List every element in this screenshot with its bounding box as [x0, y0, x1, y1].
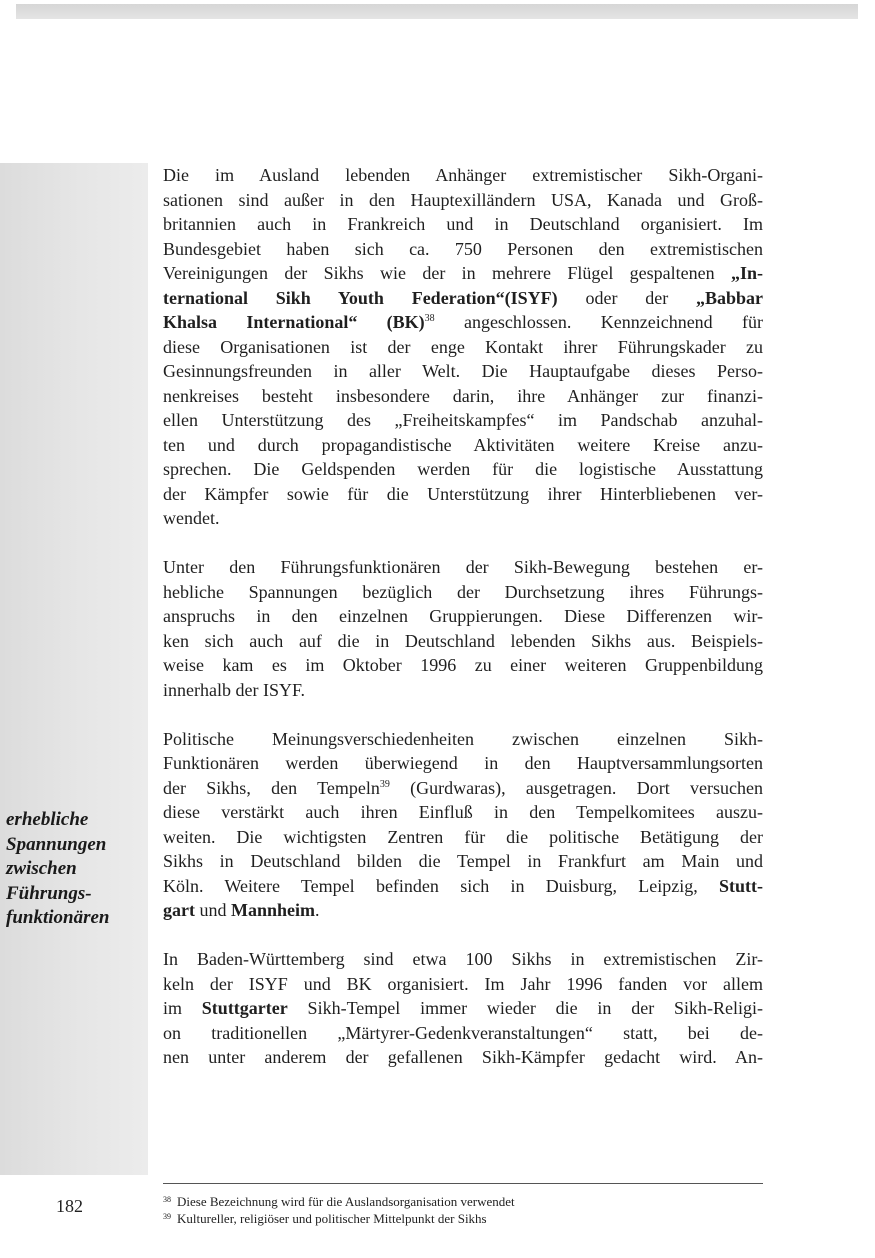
text-line	[163, 457, 763, 482]
text-line	[163, 947, 763, 972]
text-line	[163, 408, 763, 433]
text-line	[163, 751, 763, 776]
text-segment: wendet.	[163, 508, 220, 528]
text-line	[163, 874, 763, 899]
text-line	[163, 261, 763, 286]
text-line	[163, 286, 763, 311]
text-line	[163, 653, 763, 678]
footnote-mark: 38	[163, 1195, 171, 1204]
margin-note-line: Spannungen	[6, 833, 107, 855]
text-segment: on traditionellen „Märtyrer-Gedenkveranstaltungen“ statt, bei de-	[163, 1022, 763, 1043]
bold-text: Stutt-	[719, 875, 763, 896]
footnote-text: Kultureller, religiöser und politischer Mittelpunkt der Sikhs	[177, 1211, 487, 1226]
text-line	[163, 1021, 763, 1046]
text-line	[163, 629, 763, 654]
footnote-mark: 39	[163, 1212, 171, 1221]
text-segment: Bundesgebiet haben sich ca. 750 Personen den extremistischen	[163, 238, 763, 259]
text-segment: ten und durch propagandistische Aktivitäten weitere Kreise anzu-	[163, 434, 763, 455]
paragraph	[163, 555, 763, 702]
text-segment: Gesinnungsfreunden in aller Welt. Die Hauptaufgabe dieses Perso-	[163, 361, 763, 381]
text-segment: .	[315, 900, 320, 920]
text-segment: hebliche Spannungen bezüglich der Durchsetzung ihres Führungs-	[163, 581, 763, 602]
text-segment: ellen Unterstützung des „Freiheitskampfes“ im Pandschab anzuhal-	[163, 410, 763, 430]
text-segment: Die im Ausland lebenden Anhänger extremistischer Sikh-Organi-	[163, 165, 763, 185]
text-segment: Köln. Weitere Tempel befinden sich in Duisburg, Leipzig,	[163, 875, 719, 896]
text-segment: oder der	[557, 287, 696, 308]
scan-top-edge	[16, 4, 858, 19]
text-line	[163, 825, 763, 850]
margin-note-line: erhebliche	[6, 809, 89, 830]
text-segment: sationen sind außer in den Hauptexilländern USA, Kanada und Groß-	[163, 189, 763, 210]
footnote-separator	[163, 1183, 763, 1184]
footnote	[163, 1209, 763, 1226]
text-line	[163, 237, 763, 262]
text-line	[163, 972, 763, 997]
footnote	[163, 1192, 763, 1209]
text-segment: Vereinigungen der Sikhs wie der in mehrere Flügel gespaltenen	[163, 263, 731, 283]
bold-text: „In-	[730, 263, 763, 283]
text-line	[163, 727, 763, 752]
text-segment: keln der ISYF und BK organisiert. Im Jahr 1996 fanden vor allem	[163, 973, 763, 994]
paragraph	[163, 727, 763, 923]
text-segment: der Kämpfer sowie für die Unterstützung ihrer Hinterbliebenen ver-	[163, 483, 763, 504]
text-line	[163, 1045, 763, 1070]
text-segment: Politische Meinungsverschiedenheiten zwischen einzelnen Sikh-	[163, 728, 763, 749]
text-line	[163, 212, 763, 237]
text-line	[163, 678, 763, 703]
margin-note-line: zwischen	[6, 858, 77, 879]
margin-note	[6, 808, 146, 931]
text-line	[163, 433, 763, 458]
page-number: 182	[56, 1196, 83, 1216]
text-line	[163, 163, 763, 188]
footnote-text: Diese Bezeichnung wird für die Auslandsorganisation verwendet	[177, 1194, 515, 1209]
text-segment: diese verstärkt auch ihren Einfluß in den Tempelkomitees auszu-	[163, 802, 763, 822]
text-segment: Sikh-Tempel immer wieder die in der Sikh-Religi-	[287, 998, 763, 1018]
bold-text: gart	[163, 900, 195, 920]
bold-text: „Babbar	[695, 287, 764, 308]
footnote-reference: 38	[424, 313, 435, 324]
text-segment: In Baden-Württemberg sind etwa 100 Sikhs in extremistischen Zir-	[163, 949, 763, 969]
margin-sidebar	[0, 163, 148, 1175]
text-segment: Unter den Führungsfunktionären der Sikh-Bewegung bestehen er-	[163, 557, 763, 577]
text-line	[163, 188, 763, 213]
bold-text: Khalsa International“ (BK)	[163, 312, 425, 332]
text-segment: Funktionären werden überwiegend in den Hauptversammlungsorten	[163, 753, 763, 773]
text-segment: weiten. Die wichtigsten Zentren für die politische Betätigung der	[163, 826, 763, 847]
text-line	[163, 384, 763, 409]
text-segment: anspruchs in den einzelnen Gruppierungen. Diese Differenzen wir-	[163, 606, 763, 626]
text-segment: innerhalb der ISYF.	[163, 679, 306, 700]
text-segment: ken sich auch auf die in Deutschland lebenden Sikhs aus. Beispiels-	[163, 630, 763, 651]
text-segment: nenkreises besteht insbesondere darin, ihre Anhänger zur finanzi-	[163, 385, 763, 406]
text-segment: im	[163, 998, 202, 1018]
text-segment: britannien auch in Frankreich und in Deutschland organisiert. Im	[163, 214, 763, 234]
bold-text: ternational Sikh Youth Federation“(ISYF)	[163, 287, 558, 308]
text-segment: sprechen. Die Geldspenden werden für die logistische Ausstattung	[163, 459, 763, 479]
text-line	[163, 580, 763, 605]
text-line	[163, 800, 763, 825]
body-text	[163, 163, 763, 1094]
text-segment: Sikhs in Deutschland bilden die Tempel in Frankfurt am Main und	[163, 851, 763, 871]
paragraph	[163, 947, 763, 1070]
text-segment: weise kam es im Oktober 1996 zu einer weiteren Gruppenbildung	[163, 655, 763, 675]
text-line	[163, 359, 763, 384]
text-line	[163, 310, 763, 335]
text-line	[163, 555, 763, 580]
text-line	[163, 996, 763, 1021]
text-segment: und	[194, 900, 231, 920]
text-line	[163, 849, 763, 874]
margin-note-line: Führungs-	[6, 882, 92, 904]
text-line	[163, 335, 763, 360]
bold-text: Mannheim	[230, 900, 315, 920]
text-line	[163, 506, 763, 531]
bold-text: Stuttgarter	[201, 998, 288, 1018]
footnote-reference: 39	[379, 778, 390, 790]
text-line	[163, 482, 763, 507]
text-segment: nen unter anderem der gefallenen Sikh-Kämpfer gedacht wird. An-	[163, 1047, 763, 1067]
text-segment: diese Organisationen ist der enge Kontakt ihrer Führungskader zu	[163, 336, 763, 357]
text-line	[163, 898, 763, 923]
text-line	[163, 604, 763, 629]
text-segment: (Gurdwaras), ausgetragen. Dort versuchen	[389, 777, 763, 798]
text-segment: der Sikhs, den Tempeln	[163, 777, 380, 798]
margin-note-line: funktionären	[6, 907, 110, 928]
text-segment: angeschlossen. Kennzeichnend für	[434, 312, 763, 332]
paragraph	[163, 163, 763, 531]
footnotes	[163, 1192, 763, 1226]
text-line	[163, 776, 763, 801]
